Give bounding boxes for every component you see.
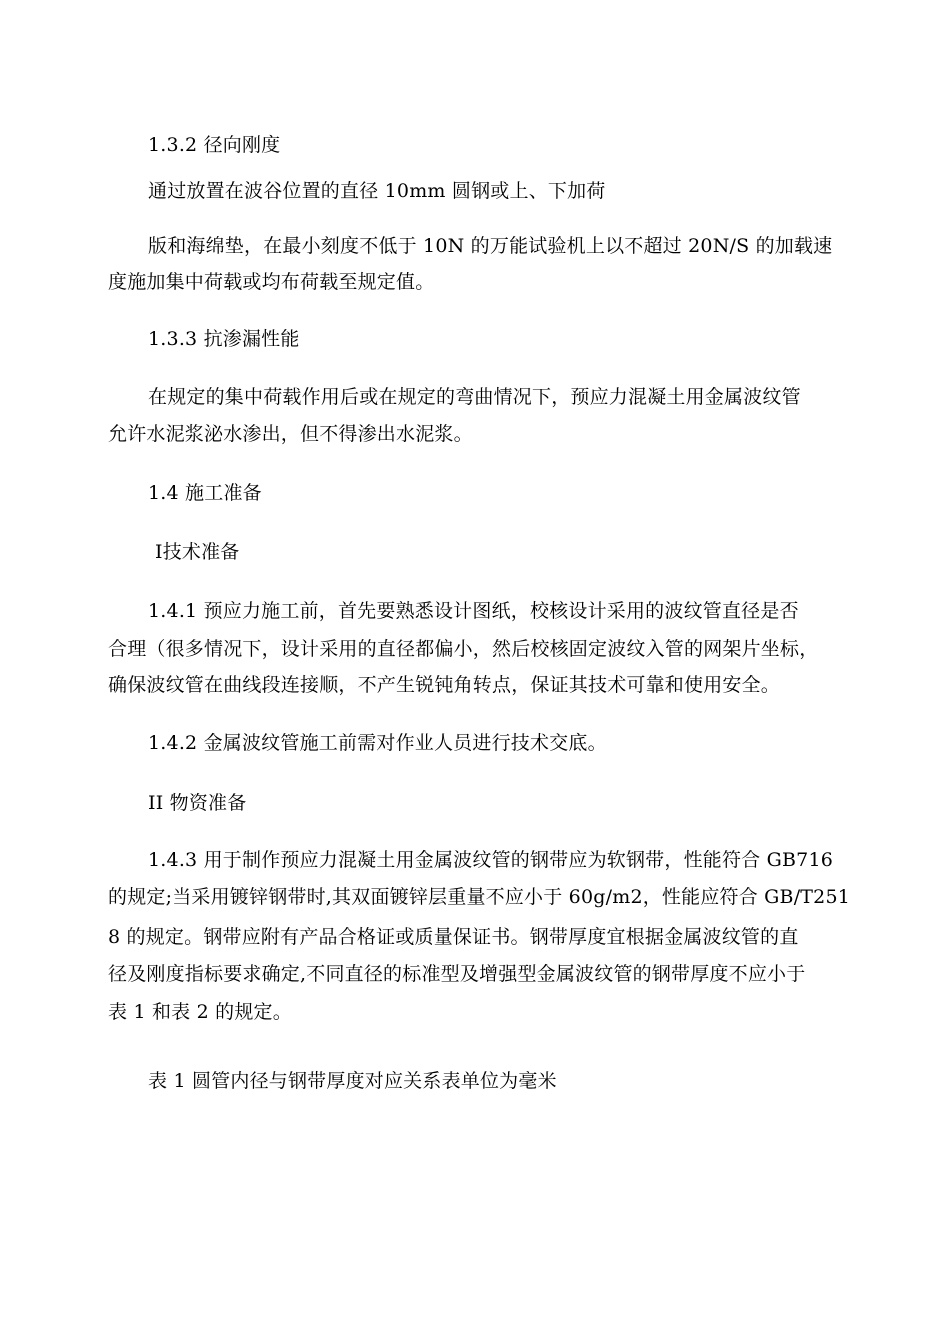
heading-1-4: 1.4 施工准备 <box>148 482 262 504</box>
paragraph-line: 的规定;当采用镀锌钢带时,其双面镀锌层重量不应小于 60g/m2，性能应符合 GB/T251 <box>108 886 851 908</box>
heading-technical-preparation: Ⅰ技术准备 <box>155 541 240 563</box>
paragraph-line: 版和海绵垫，在最小刻度不低于 10N 的万能试验机上以不超过 20N/S 的加载速 <box>148 235 833 257</box>
heading-1-3-2: 1.3.2 径向刚度 <box>148 134 281 156</box>
paragraph-line: 允许水泥浆泌水渗出，但不得渗出水泥浆。 <box>108 423 473 445</box>
paragraph-line: 1.4.1 预应力施工前，首先要熟悉设计图纸，校核设计采用的波纹管直径是否 <box>148 600 799 622</box>
paragraph-line: 在规定的集中荷载作用后或在规定的弯曲情况下，预应力混凝土用金属波纹管 <box>148 386 801 408</box>
paragraph-line: 合理（很多情况下，设计采用的直径都偏小，然后校核固定波纹入管的网架片坐标， <box>108 638 819 660</box>
table-caption: 表 1 圆管内径与钢带厚度对应关系表单位为毫米 <box>148 1070 557 1092</box>
paragraph-line: 确保波纹管在曲线段连接顺，不产生锐钝角转点，保证其技术可靠和使用安全。 <box>108 674 781 696</box>
paragraph-line: 通过放置在波谷位置的直径 10mm 圆钢或上、下加荷 <box>148 180 606 202</box>
paragraph-line: 1.4.2 金属波纹管施工前需对作业人员进行技术交底。 <box>148 732 607 754</box>
paragraph-line: 1.4.3 用于制作预应力混凝土用金属波纹管的钢带应为软钢带，性能符合 GB716 <box>148 849 834 871</box>
paragraph-line: 度施加集中荷载或均布荷载至规定值。 <box>108 271 435 293</box>
heading-material-preparation: II 物资准备 <box>148 792 247 814</box>
paragraph-line: 表 1 和表 2 的规定。 <box>108 1001 292 1023</box>
heading-1-3-3: 1.3.3 抗渗漏性能 <box>148 328 300 350</box>
paragraph-line: 8 的规定。钢带应附有产品合格证或质量保证书。钢带厚度宜根据金属波纹管的直 <box>108 926 799 948</box>
paragraph-line: 径及刚度指标要求确定,不同直径的标准型及增强型金属波纹管的钢带厚度不应小于 <box>108 963 806 985</box>
